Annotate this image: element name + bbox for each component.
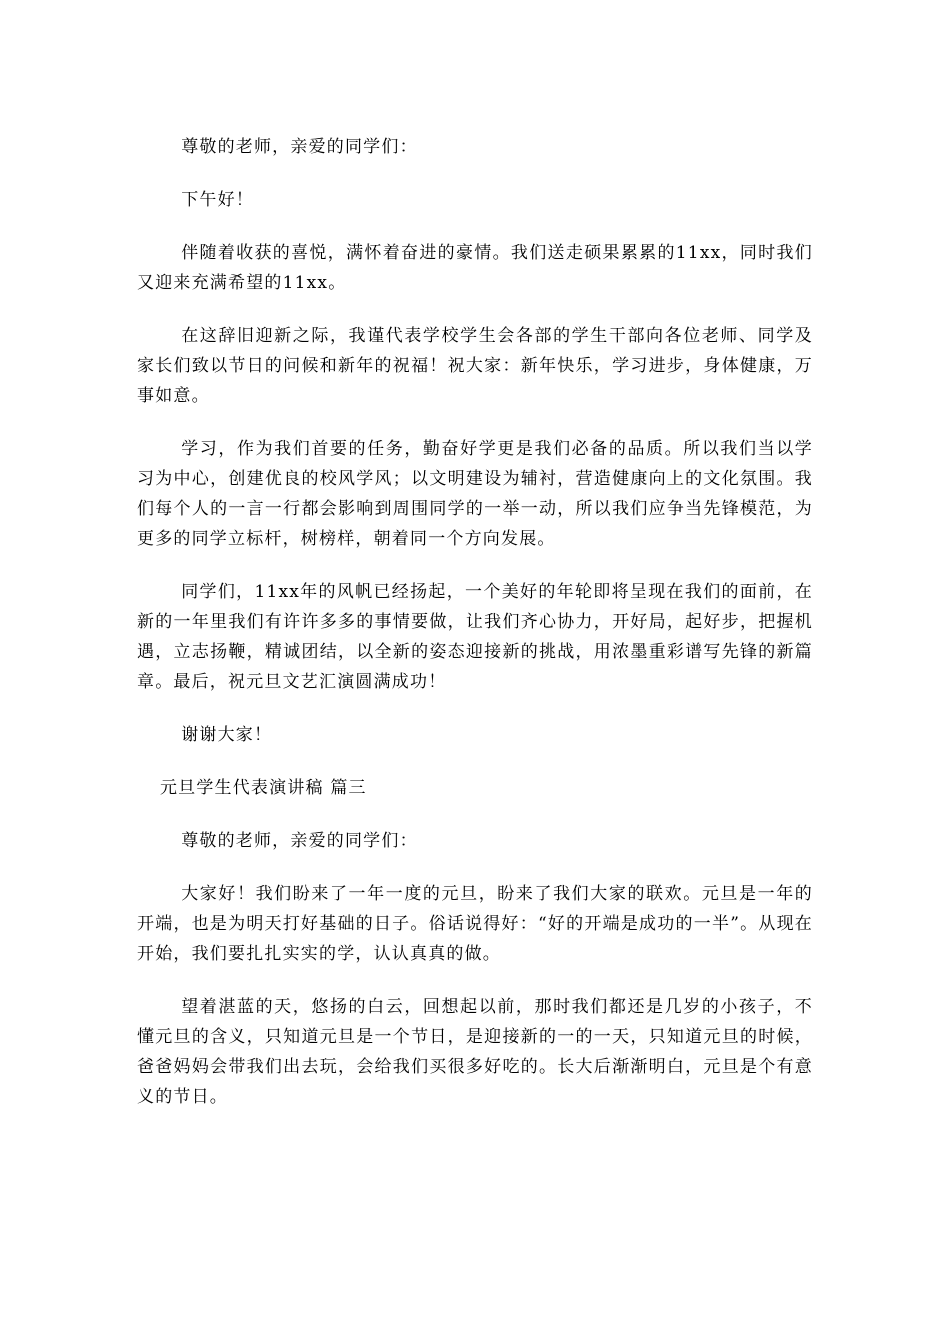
paragraph: 同学们，11xx年的风帆已经扬起，一个美好的年轮即将呈现在我们的面前，在新的一年里我们有许许多多的事情要做，让我们齐心协力，开好局，起好步，把握机遇，立志扬鞭，精诚团结，以全新的姿态迎接新的挑战，用浓墨重彩谱写先锋的新篇章。最后，祝元旦文艺汇演圆满成功！ xyxy=(137,582,813,692)
salutation: 尊敬的老师，亲爱的同学们： xyxy=(181,137,418,157)
closing: 谢谢大家！ xyxy=(181,725,273,745)
section-heading: 元旦学生代表演讲稿 篇三 xyxy=(159,778,367,798)
document-body xyxy=(137,132,813,1135)
paragraph: 学习，作为我们首要的任务，勤奋好学更是我们必备的品质。所以我们当以学习为中心，创建优良的校风学风；以文明建设为辅衬，营造健康向上的文化氛围。我们每个人的一言一行都会影响到周围同学的一举一动，所以我们应争当先锋模范，为更多的同学立标杆，树榜样，朝着同一个方向发展。 xyxy=(137,439,813,549)
paragraph: 望着湛蓝的天，悠扬的白云，回想起以前，那时我们都还是几岁的小孩子，不懂元旦的含义，只知道元旦是一个节日，是迎接新的一的一天，只知道元旦的时候，爸爸妈妈会带我们出去玩，会给我们买很多好吃的。长大后渐渐明白，元旦是个有意义的节日。 xyxy=(137,997,813,1107)
paragraph: 在这辞旧迎新之际，我谨代表学校学生会各部的学生干部向各位老师、同学及家长们致以节日的问候和新年的祝福！祝大家：新年快乐，学习进步，身体健康，万事如意。 xyxy=(137,326,813,406)
greeting: 下午好！ xyxy=(181,190,254,210)
paragraph: 大家好！我们盼来了一年一度的元旦，盼来了我们大家的联欢。元旦是一年的开端，也是为明天打好基础的日子。俗话说得好：“好的开端是成功的一半”。从现在开始，我们要扎扎实实的学，认认真真的做。 xyxy=(137,884,813,964)
paragraph: 伴随着收获的喜悦，满怀着奋进的豪情。我们送走硕果累累的11xx，同时我们又迎来充满希望的11xx。 xyxy=(137,243,813,293)
salutation: 尊敬的老师，亲爱的同学们： xyxy=(181,831,418,851)
